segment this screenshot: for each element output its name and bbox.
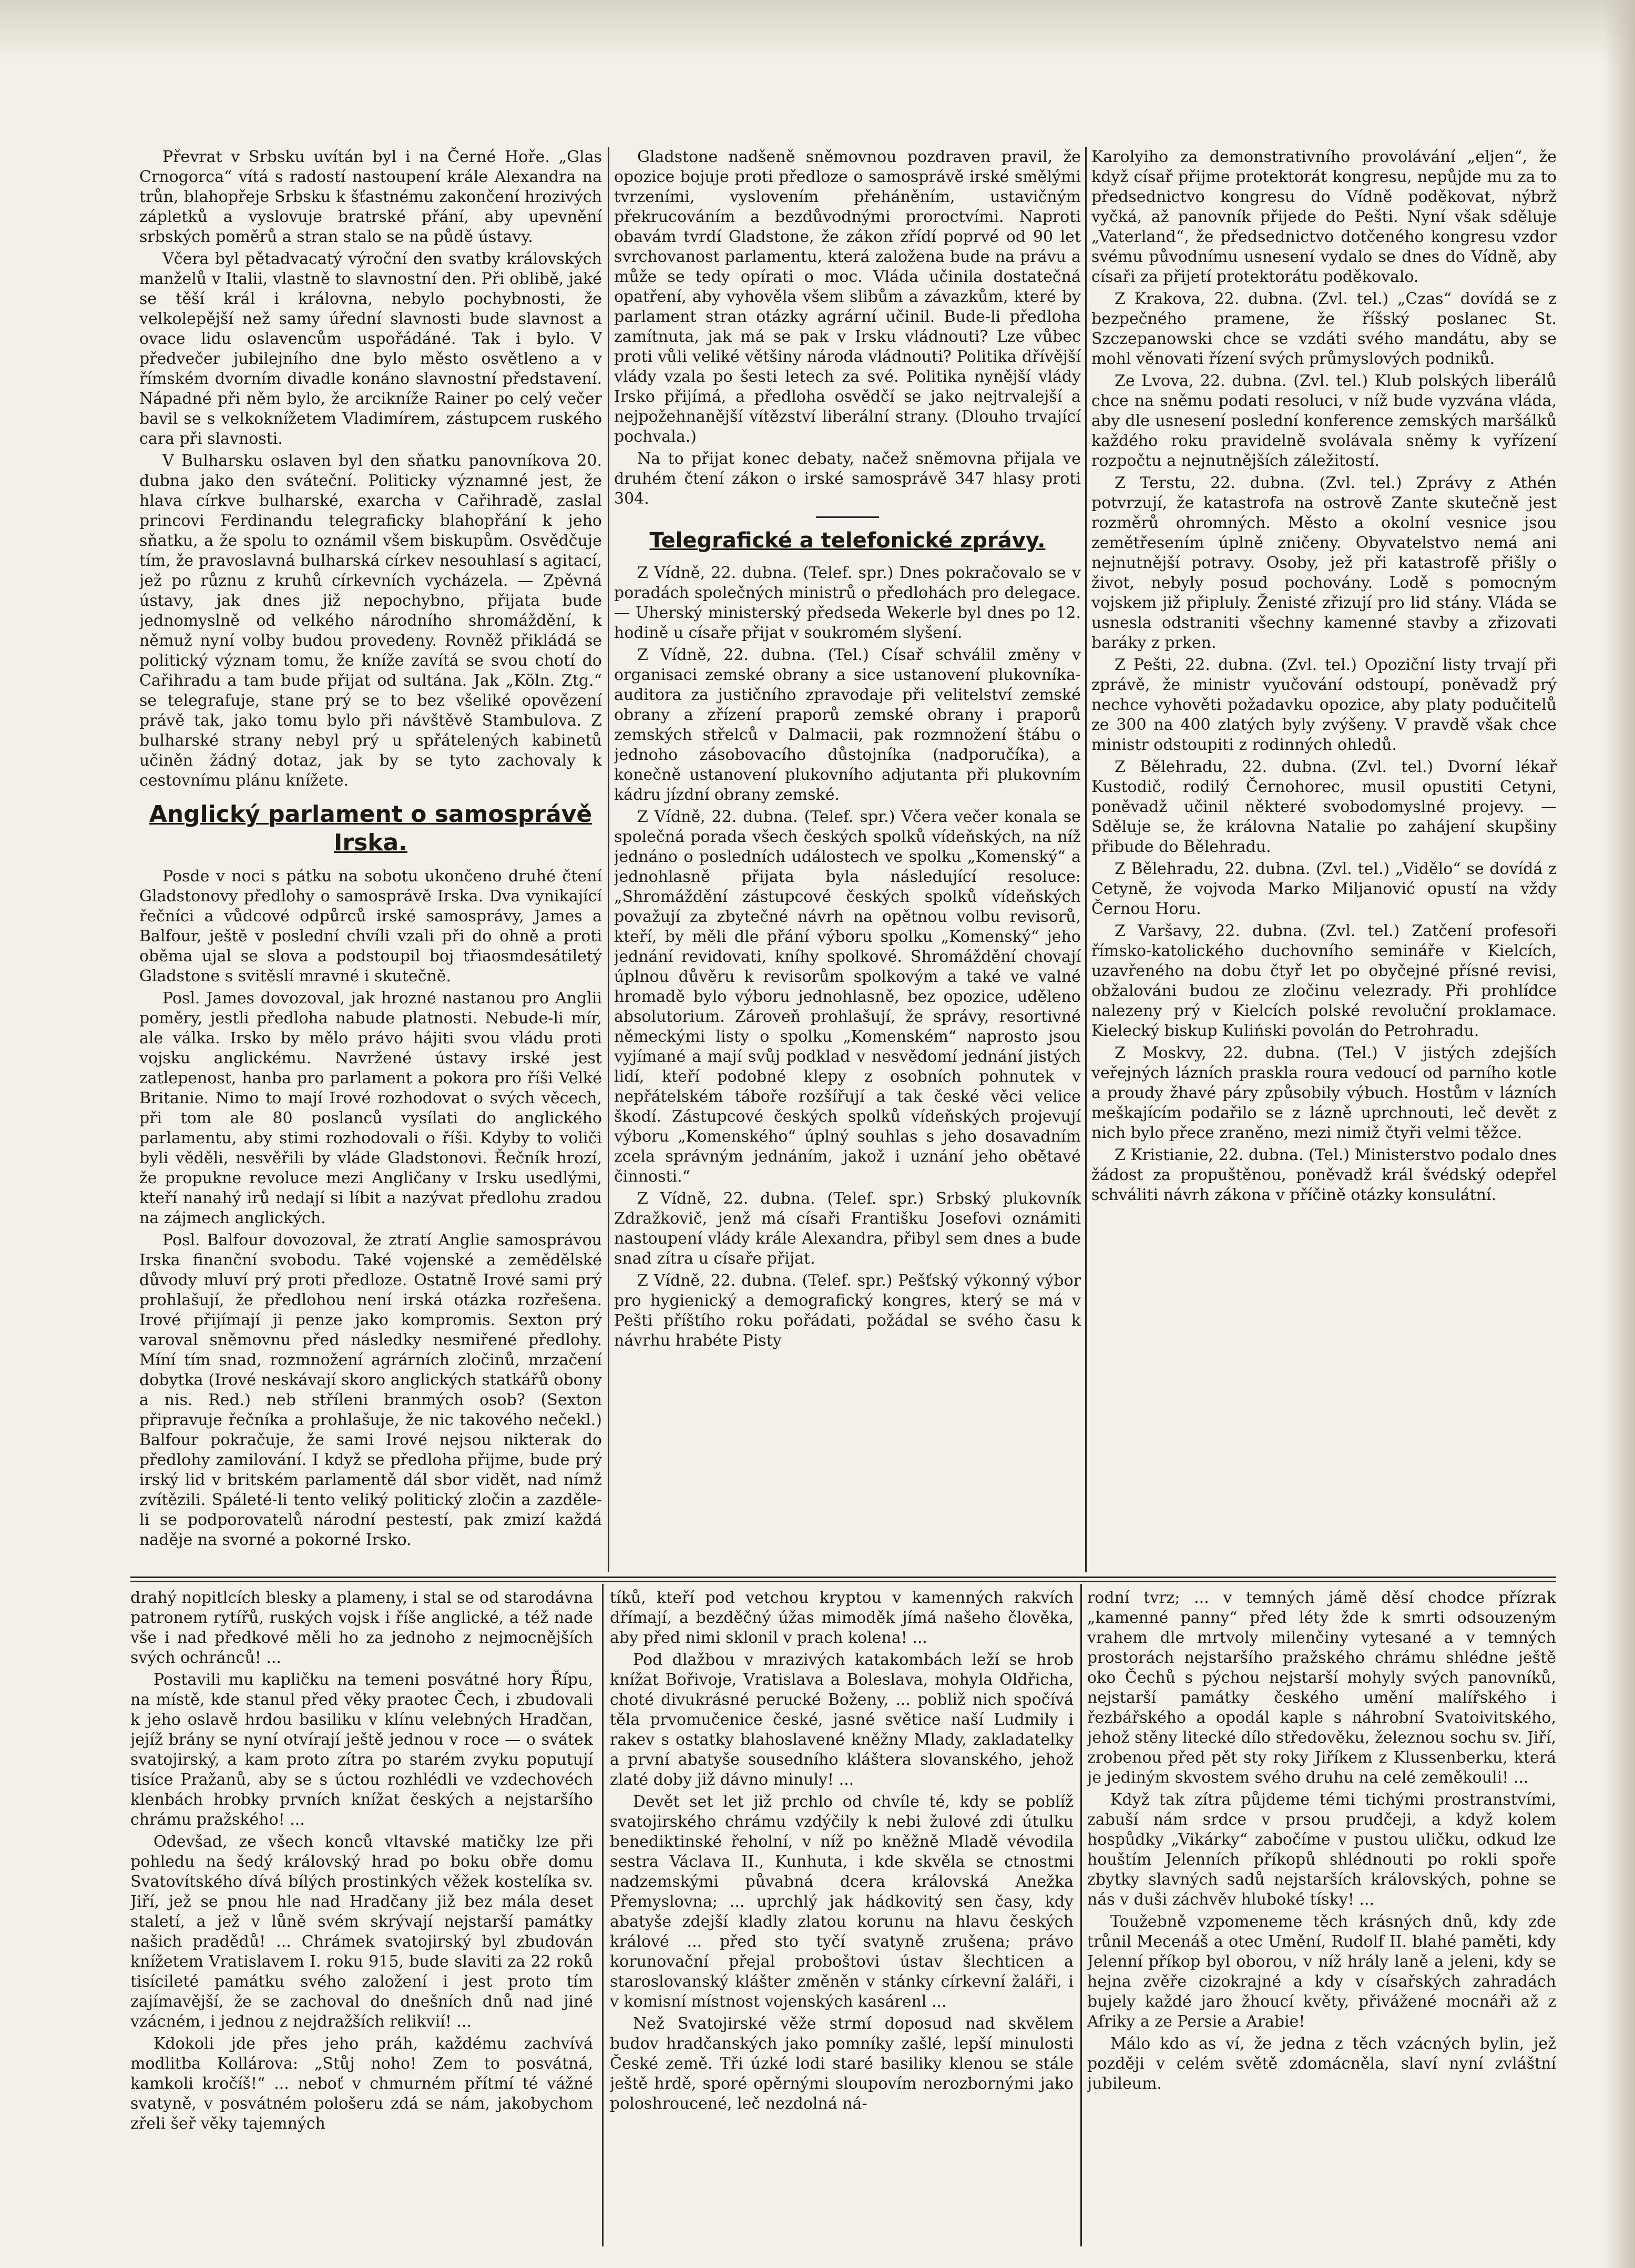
feuilleton-rule	[130, 1577, 1556, 1578]
feuilleton-paragraph: Kdokoli jde přes jeho práh, každému zachvívá modlitba Kollárova: „Stůj noho! Zem to posvátná, kamkoli kročíš!“ ... neboť v chmurném přítmí té vážné svatyně, v posvátném pološeru zdá se nám, jakobychom zřeli šeř věky tajemných	[130, 2035, 593, 2133]
feuilleton-paragraph: Pod dlažbou v mrazivých katakombách leží se hrob knížat Bořivoje, Vratislava a Boleslava, mohyla Oldřicha, choté divukrásné perucké Boženy, ... pobliž nich spočívá těla prvomučenice české, jasné světice naší Ludmily i rakev s ostatky blahoslavené kněžny Mlady, zakladatelky a první abatyše sousedního kláštera slovanského, jehož zlaté doby již dávno minuly! ...	[610, 1651, 1074, 1789]
telegram-item: Z Bělehradu, 22. dubna. (Zvl. tel.) „Vidělo“ se dovídá z Cetyně, že vojvoda Marko Miljanović opustí na vždy Černou Horu.	[1091, 860, 1557, 918]
feuilleton-paragraph: Málo kdo as ví, že jedna z těch vzácných bylin, jež později v celém světě zdomácněla, slaví nyní zvláštní jubileum.	[1087, 2035, 1556, 2093]
feuilleton-paragraph: Devět set let již prchlo od chvíle té, kdy se poblíž svatojirského chrámu vzdýčily k nebi žulové zdi útulku benediktinské řeholní, v níž po kněžně Mladě vévodila sestra Václava II., Kunhuta, i kde skvěla se ctnostmi nadzemskými půvabná dcera královská Anežka Přemyslovna; ... uprchlý jak hádkovitý sen časy, kdy abatyše zdejší kladly zlatou korunu na hlavu českých králové ... před sto tyčí svatyně zrušena; právo korunovační přejal proboštovi ústav šlechticen a staroslovanský klášter změněn v stánky církevní žaláři, i v komisní místnost vojenských kasárenl ...	[610, 1793, 1074, 2011]
article-paragraph: V Bulharsku oslaven byl den sňatku panovníkova 20. dubna jako den sváteční. Politicky významné jest, že hlava církve bulharské, exarcha v Cařihradě, zaslal princovi Ferdinandu telegraficky blahopřání k jeho sňatku, a že spolu to oznámil všem biskupům. Osvědčuje tím, že pravoslavná bulharská církev nesouhlasí s agitací, jež po různu z kruhů církevních vycházela. — Zpěvná ústavy, jak dnes již nepochybno, přijata bude jednomyslně od velkého národního shromáždění, k němuž nyní volby budou provedeny. Rovněž přikládá se politický význam tomu, že kníže zavítá se svou chotí do Cařihradu a tam bude přijat od sultána. Jak „Köln. Ztg.“ se telegrafuje, stane prý se to bez všeliké opovězení právě tak, jako tomu bylo při návštěvě Stambulova. Z bulharské strany nebyl prý u spřátelených kabinetů učiněn žádný dotaz, jak by se tyto zachovaly k cestovnímu plánu knížete.	[139, 452, 602, 790]
telegram-item: Ze Lvova, 22. dubna. (Zvl. tel.) Klub polských liberálů chce na sněmu podati resoluci, v níž bude vyzvána vláda, aby dle usnesení poslední konference zemských maršálků každého roku pravidelně svolávala sněmy k vyřízení rozpočtu a nejnutnějších záležitostí.	[1091, 372, 1557, 470]
feuilleton-paragraph: Toužebně vzpomeneme těch krásných dnů, kdy zde trůnil Mecenáš a otec Umění, Rudolf II. blahé paměti, kdy Jelenní příkop byl oborou, v níž hrály laně a jeleni, kdy se hejna zvěře cizokrajné a kdy v císařských zahradách bujely každé jaro žhoucí květy, přivážené mocnáři až z Afriky a ze Persie a Arabie!	[1087, 1913, 1556, 2031]
column-rule	[602, 1584, 604, 2246]
feuilleton-paragraph: Postavili mu kapličku na temeni posvátné hory Řípu, na místě, kde stanul před věky praotec Čech, i zbudovali k jeho oslavě hrdou basiliku v klínu velebných Hradčan, jejíž brány se nyní otvírají ještě jednou v roce — o svátek svatojirský, a kam proto zítra po starém zvyku poputují tisíce Pražanů, aby se s úctou rozhlédli ve vzdechovéch klenbách hrobky prvních knížat českých a nejstaršího chrámu pražského! ...	[130, 1671, 593, 1829]
feuilleton-paragraph: tíků, kteří pod vetchou kryptou v kamenných rakvích dřímají, a bezděčný úžas mimoděk jímá našeho člověka, aby před nimi sklonil v prach kolena! ...	[610, 1589, 1074, 1647]
feuilleton-paragraph: drahý nopitlcích blesky a plameny, i stal se od starodávna patronem rytířů, ruských vojsk i říše anglické, a též nade vše i nad předkové měli ho za jednoho z nejmocnějších svých ochránců! ...	[130, 1589, 593, 1667]
article-paragraph: Převrat v Srbsku uvítán byl i na Černé Hoře. „Glas Crnogorca“ vítá s radostí nastoupení krále Alexandra na trůn, blahopřeje Srbsku k šťastnému zakončení hrozivých zápletků a vyslovuje bratrské přání, aby upevnění srbských poměrů a stran stalo se na půdě ústavy.	[139, 148, 602, 246]
telegram-item: Karolyiho za demonstrativního provolávání „eljen“, že když císař přijme protektorát kongresu, nepůjde mu za to předsednictvo kongresu do Vídně poděkovat, nýbrž vyčká, až panovník přijede do Pešti. Nyní však sděluje „Vaterland“, že předsednictvo dotčeného kongresu vzdor svému původnímu usnesení vydalo se dnes do Vídně, aby císaři za přijetí protektorátu poděkovalo.	[1091, 148, 1557, 286]
article-paragraph: Posde v noci s pátku na sobotu ukončeno druhé čtení Gladstonovy předlohy o samosprávě Irska. Dva vynikající řečníci a vůdcové odpůrců irské samosprávy, James a Balfour, ještě v poslední chvíli vzali při do ohně a proti oběma ujal se slova a podstoupil boj třiaosmdesátiletý Gladstone s svitěslí mravné i skutečně.	[139, 867, 602, 985]
section-divider	[816, 516, 879, 518]
column-rule	[1085, 147, 1087, 1572]
section-headline: Telegrafické a telefonické zprávy.	[649, 528, 1046, 553]
telegram-item: Z Pešti, 22. dubna. (Zvl. tel.) Opoziční listy trvají při zprávě, že ministr vyučování odstoupí, poněvadž prý nechce vyhověti požadavku opozice, aby platy podučitelů ze 300 na 400 zlatých byly zvýšeny. V pravdě však chce ministr odstoupiti z rodinných ohledů.	[1091, 656, 1557, 754]
feuilleton-column-1	[130, 1588, 593, 2245]
feuilleton-paragraph: Když tak zítra půjdeme témi tichými prostranstvími, zabuší nám srdce v prsou prudčeji, a když kolem hospůdky „Vikárky“ zabočíme v pustou uličku, odkud lze houštím Jelenních příkopů shlédnouti po rokli spoře zbytky slavných sadů nejstarších královských, pohne se nás v duši záchvěv hluboké tísky! ...	[1087, 1791, 1556, 1909]
news-column-3	[1091, 147, 1557, 1567]
telegram-item: Z Terstu, 22. dubna. (Zvl. tel.) Zprávy z Athén potvrzují, že katastrofa na ostrově Zante skutečně jest rozměrů ohromných. Město a okolní vesnice jsou zemětřesením úplně zničeny. Obyvatelstvo nemá ani nejnutnější potravy. Osoby, jež při katastrofě přišly o život, nebyly posud pochovány. Lodě s pomocným vojskem již připluly. Ženisté zřizují pro lid stány. Vláda se usnesla odstraniti všechny kamenné stavby a zřizovati baráky z prken.	[1091, 474, 1557, 652]
feuilleton-rule	[130, 1581, 1556, 1582]
telegram-item: Z Krakova, 22. dubna. (Zvl. tel.) „Czas“ dovídá se z bezpečného pramene, že říšský poslanec St. Szczepanowski chce se vzdáti svého mandátu, aby se mohl věnovati řízení svých průmyslových podniků.	[1091, 290, 1557, 368]
feuilleton-column-3	[1087, 1588, 1556, 2245]
telegram-item: Z Bělehradu, 22. dubna. (Zvl. tel.) Dvorní lékař Kustodič, rodilý Černohorec, musil opustiti Cetyni, poněvadž učinil některé svobodomyslné projevy. — Sděluje se, že královna Natalie po zahájení skupšiny přibude do Bělehradu.	[1091, 758, 1557, 856]
telegram-item: Z Vídně, 22. dubna. (Tel.) Císař schválil změny v organisaci zemské obrany a sice ustanovení plukovníka-auditora za justičního zpravodaje při velitelství zemské obrany a zřízení praporů zemské obrany i praporů zemských střelců v Dalmacii, pak rozmnožení štábu o jednoho zásobovacího důstojníka (nadporučíka), a konečně ustanovení plukovního adjutanta při plukovním kádru jízdní obrany zemské.	[614, 646, 1081, 804]
telegram-item: Z Vídně, 22. dubna. (Telef. spr.) Dnes pokračovalo se v poradách společných ministrů o předlohách pro delegace. — Uherský ministerský předseda Wekerle byl dnes po 12. hodině u císaře přijat v soukromém slyšení.	[614, 564, 1081, 642]
news-column-1	[139, 147, 602, 1567]
column-rule	[608, 147, 609, 1572]
telegram-item: Z Kristianie, 22. dubna. (Tel.) Ministerstvo podalo dnes žádost za propuštěnou, poněvadž král švédský odepřel schváliti návrh zákona v příčině otázky konsulátní.	[1091, 1146, 1557, 1204]
feuilleton-paragraph: Než Svatojirské věže strmí doposud nad skvělem budov hradčanských jako pomníky zašlé, lepší minulosti České země. Tři úzké lodi staré basiliky klenou se stále ještě hrdě, sporé opěrnými sloupovím nerozbornými jako poloshroucené, leč nezdolná ná-	[610, 2015, 1074, 2113]
telegram-item: Z Moskvy, 22. dubna. (Tel.) V jistých zdejších veřejných lázních praskla roura vedoucí od parního kotle a proudy žhavé páry způsobily výbuch. Hostům v lázních meškajícím podařilo se z lázně uprchnouti, leč devět z nich bylo přece zraněno, mezi nimiž čtyři velmi těžce.	[1091, 1044, 1557, 1142]
news-column-2	[614, 147, 1081, 1567]
article-paragraph: Posl. Balfour dovozoval, že ztratí Anglie samosprávou Irska finanční svobodu. Také vojenské a zemědělské důvody mluví prý proti předloze. Ostatně Irové sami prý prohlašují, že předlohou není irská otázka rozřešena. Irové přijímají ji penze jako kompromis. Sexton prý varoval sněmovnu před následky nesmiřené předlohy. Míní tím snad, rozmnožení agrárních zločinů, mrzačení dobytka (Irové neskávají skoro anglických statkářů obony a nis. Red.) neb stříleni branmých osob? (Sexton připravuje řečníka a prohlašuje, že nic takového nečekl.) Balfour pokračuje, že sami Irové nejsou nikterak do předlohy zamilování. I když se předloha přijme, bude prý irský lid v britském parlamentě dál sbor vidět, nad nímž zvítězili. Spáleté-li tento veliký politický zločin a zazděle-li se podporovatelů národní pestestí, pak zmizí každá naděje na svorné a pokorné Irsko.	[139, 1231, 602, 1549]
article-paragraph: Gladstone nadšeně sněmovnou pozdraven pravil, že opozice bojuje proti předloze o samosprávě irské smělými tvrzeními, vyslovením přeháněním, ustavičným překrucováním a bezdůvodnými proroctvími. Naproti obavám tvrdí Gladstone, že zákon zřídí poprvé od 90 let svrchovanost parlamentu, která založena bude na právu a může se tedy opírati o moc. Vláda učinila dostatečná opatření, aby vyhověla všem slibům a závazkům, které by parlament stran otázky agrární učinil. Bude-li předloha zamítnuta, jak má se pak v Irsku vládnouti? Lze vůbec proti vůli veliké většiny národa vládnouti? Politika dřívější vlády vzala po šesti letech za své. Politika nynější vlády Irsko přijímá, a předloha osvědčí se jako nejtrvalejší a nejpožehnanější vítězství liberální strany. (Dlouho trvající pochvala.)	[614, 148, 1081, 446]
article-paragraph: Posl. James dovozoval, jak hrozné nastanou pro Anglii poměry, jestli předloha nabude platnosti. Nebude-li mír, ale válka. Irsko by mělo právo hájiti svou vládu proti vojsku anglickému. Navržené ústavy irské jest zatlepenost, hanba pro parlament a pokora pro říši Velké Britanie. Nimo to mají Irové rozhodovat o svých věcech, při tom ale 80 poslanců vysílati do anglického parlamentu, aby stimi rozhodovali o říši. Kdyby to voliči byli věděli, nesvěřili by vláde Gladstonovi. Řečník hrozí, že propukne revoluce mezi Angličany v Irsku usedlými, kteří nanahý irů nedají si líbit a nazývat předlohu zradou na zájmech anglických.	[139, 989, 602, 1227]
telegram-item: Z Vídně, 22. dubna. (Telef. spr.) Včera večer konala se společná porada všech českých spolků vídeňských, na níž jednáno o posledních událostech ve spolku „Komenský“ a jednohlasně přijata byla následující resoluce: „Shromáždění zástupcové českých spolků vídeňských považují za zbytečné návrh na opětnou volbu revisorů, kteří, by měli dle přání výboru spolku „Komenský“ jeho jednání revidovati, kníhy spolkové. Shromáždění chovají úplnou důvěru k revisorům spolkovým a také ve valné hromadě bylo výboru jednohlasně, bez opozice, uděleno absolutorium. Zároveň prohlašují, že správy, resortivné německými listy o spolku „Komenském“ naprosto jsou vyjímané a mají svůj podklad v nesvědomí jednání jistých lidí, kteří podobné klepy z osobních pohnutek v nepřátelském táboře rozšířují a tak české věci velice škodí. Zástupcové českých spolků vídeňských projevují výboru „Komenského“ úplný souhlas s jeho dosavadním zcela správným jednáním, jakož i uznání jeho obětavé činnosti.“	[614, 808, 1081, 1186]
telegram-item: Z Vídně, 22. dubna. (Telef. spr.) Srbský plukovník Zdražkovič, jenž má císaři Františku Josefovi oznámiti nastoupení vlády krále Alexandra, přibyl sem dnes a bude snad zítra u císaře přijat.	[614, 1189, 1081, 1268]
feuilleton-column-2	[610, 1588, 1074, 2245]
page-edge-shadow	[1603, 0, 1635, 2268]
telegram-item: Z Varšavy, 22. dubna. (Zvl. tel.) Zatčení profesoři římsko-katolického duchovního semináře v Kielcích, uzavřeného na dobu čtyř let po obyčejné přísné revisi, obžalováni budou ze zločinu velezrady. Při prohlídce nalezeny prý v Kielcích polské revoluční proklamace. Kielecký biskup Kuliński povolán do Petrohradu.	[1091, 922, 1557, 1040]
article-paragraph: Včera byl pětadvacatý výroční den svatby královských manželů v Italii, vlastně to slavnostní den. Při oblibě, jaké se těší král i královna, nebylo pochybnosti, že velkolepější než samy úřední slavnosti bude slavnost a ovace lidu oslavencům uspořádáné. Tak i bylo. V předvečer jubilejního dne bylo město osvětleno a v římském dvorním divadle konáno slavnostní představení. Nápadné při něm bylo, že arcikníže Rainer po celý večer bavil se s velkoknížetem Vladimírem, zástupcem ruského cara při slavnosti.	[139, 250, 602, 448]
telegram-item: Z Vídně, 22. dubna. (Telef. spr.) Pešťský výkonný výbor pro hygienický a demografický kongres, který se má v Pešti příštího roku pořádati, požádal se svého času k návrhu hrabéte Pisty	[614, 1272, 1081, 1350]
page-edge-shadow	[0, 0, 1635, 63]
article-headline: Anglický parlament o samosprávě Irska.	[149, 801, 592, 856]
feuilleton-paragraph: Odevšad, ze všech konců vltavské matičky lze při pohledu na šedý královský hrad po boku obře domu Svatovítského dívá bílých prostinkých věžek kostelíka sv. Jiří, jež se pnou hle nad Hradčany již bez mála deset staletí, a jež v lůně svém skrývají nejstarší památky našich pradědů! ... Chrámek svatojirský byl zbudován knížetem Vratislavem I. roku 915, bude slaviti za 22 roků tisícileté památku svého založení i jest proto tím zajímavější, že se zachoval do dnešních dnů nad jiné vzácném, i jednou z nejdražších relikvií! ...	[130, 1833, 593, 2031]
article-paragraph: Na to přijat konec debaty, načež sněmovna přijala ve druhém čtení zákon o irské samosprávě 347 hlasy proti 304.	[614, 450, 1081, 508]
column-rule	[1080, 1584, 1082, 2246]
feuilleton-paragraph: rodní tvrz; ... v temných jámě děsí chodce přízrak „kamenné panny“ před léty žde k smrti odsouzeným vrahem dle mrtvoly milenčiny vytesané a v temných prostorách nejstaršího pražského chrámu shlédne ještě oko Čechů s pýchou nejstarší mohyly svých panovníků, nejstarší památky českého umění malířského i řezbářského a opodál kaple s náhrobní Svatoivitského, jehož stěny litecké dílo středověku, železnou sochu sv. Jiří, zrobenou před pět sty roky Jiříkem z Klussenberku, která je jediným skvostem svého druhu na celé zeměkouli! ...	[1087, 1589, 1556, 1787]
